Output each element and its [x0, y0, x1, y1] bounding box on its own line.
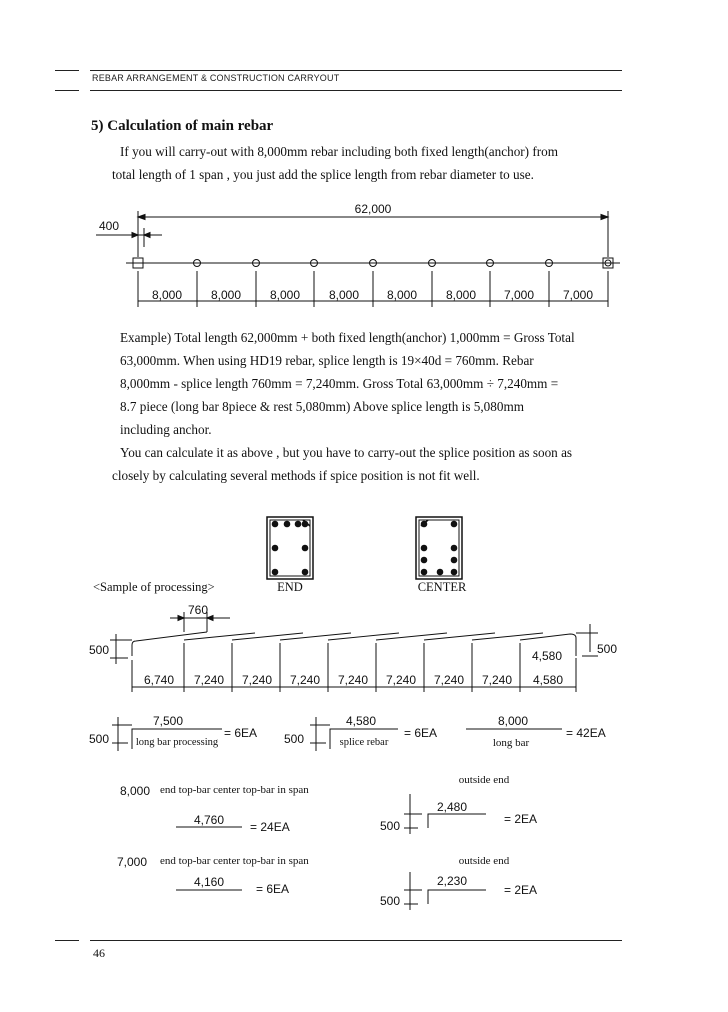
row3-right-height: 500 — [380, 894, 401, 908]
header-rule-left-bottom — [55, 90, 79, 91]
rebar-dot — [302, 569, 309, 576]
example-line-2: 63,000mm. When using HD19 rebar, splice length is 19×40d = 760mm. Rebar — [120, 353, 534, 368]
footer-rule — [90, 940, 622, 941]
row2-left-length: 4,760 — [193, 813, 225, 827]
processing-segment-label: 7,240 — [289, 673, 321, 687]
rebar-dot — [421, 545, 428, 552]
row3-left-caption: end top-bar center top-bar in span — [160, 855, 309, 867]
dim-upper-right: 4,580 — [531, 649, 563, 663]
rebar-dot — [284, 521, 291, 528]
rebar-dot — [421, 569, 428, 576]
rebar-dot — [421, 557, 428, 564]
pieces-row-2 — [0, 770, 728, 840]
rebar-dot — [302, 545, 309, 552]
piece-b-length: 4,580 — [345, 714, 377, 728]
pieces-row-3 — [0, 850, 728, 915]
piece-c-length: 8,000 — [497, 714, 529, 728]
rebar-dot — [272, 521, 279, 528]
example-line-3: 8,000mm - splice length 760mm = 7,240mm. Gross Total 63,000mm ÷ 7,240mm = — [120, 376, 559, 391]
dim-splice-760: 760 — [187, 603, 209, 617]
footer-rule-left — [55, 940, 79, 941]
piece-b-caption: splice rebar — [339, 737, 389, 748]
intro-paragraph — [112, 140, 622, 186]
row2-right-count: = 2EA — [504, 812, 538, 826]
span-segment-label: 8,000 — [386, 288, 418, 302]
piece-a-length: 7,500 — [152, 714, 184, 728]
header-rule-bottom — [90, 90, 622, 91]
row2-right-caption: outside end — [458, 774, 510, 786]
example-line-5: including anchor. — [120, 422, 212, 437]
dim-right-500: 500 — [597, 642, 618, 656]
rebar-dot — [451, 545, 458, 552]
processing-segment-label: 7,240 — [337, 673, 369, 687]
piece-a-count: = 6EA — [224, 726, 258, 740]
row3-left-length: 4,160 — [193, 875, 225, 889]
rebar-dot — [272, 545, 279, 552]
processing-segment-label: 7,240 — [193, 673, 225, 687]
row3-right-length: 2,230 — [436, 874, 468, 888]
processing-segment-label: 7,240 — [433, 673, 465, 687]
sample-processing-label: <Sample of processing> — [93, 580, 215, 594]
processing-diagram — [0, 598, 728, 693]
intro-line-2: total length of 1 span , you just add the splice length from rebar diameter to use. — [112, 167, 534, 182]
processing-segment-label: 6,740 — [143, 673, 175, 687]
rebar-dot — [451, 569, 458, 576]
running-header: REBAR ARRANGEMENT & CONSTRUCTION CARRYOUT — [92, 73, 340, 83]
span-segment-label: 8,000 — [210, 288, 242, 302]
rebar-dot — [295, 521, 302, 528]
span-segment-label: 8,000 — [445, 288, 477, 302]
rebar-dot — [451, 521, 458, 528]
piece-b-count: = 6EA — [404, 726, 438, 740]
rebar-dot — [421, 521, 428, 528]
row3-left-count: = 6EA — [256, 882, 290, 896]
processing-segment-label: 4,580 — [532, 673, 564, 687]
span-segment-label: 7,000 — [503, 288, 535, 302]
row2-left-count: = 24EA — [250, 820, 290, 834]
section-title: 5) Calculation of main rebar — [91, 118, 274, 134]
span-diagram — [0, 195, 728, 315]
processing-segment-label: 7,240 — [385, 673, 417, 687]
pieces-row-1 — [0, 705, 728, 760]
dim-anchor-400: 400 — [99, 219, 120, 233]
row2-right-length: 2,480 — [436, 800, 468, 814]
dim-total-62000: 62,000 — [354, 202, 392, 216]
example-line-1: Example) Total length 62,000mm + both fixed length(anchor) 1,000mm = Gross Total — [120, 330, 575, 345]
piece-b-height: 500 — [284, 732, 305, 746]
piece-a-height: 500 — [89, 732, 110, 746]
header-rule-top — [90, 70, 622, 71]
span-segment-label: 8,000 — [269, 288, 301, 302]
rebar-dot — [302, 521, 309, 528]
processing-segment-label: 7,240 — [481, 673, 513, 687]
span-segment-label: 8,000 — [151, 288, 183, 302]
piece-c-count: = 42EA — [566, 726, 606, 740]
header-rule-left-top — [55, 70, 79, 71]
example-line-6: You can calculate it as above , but you have to carry-out the splice position as soon as — [120, 445, 573, 460]
example-line-4: 8.7 piece (long bar 8piece & rest 5,080mm) Above splice length is 5,080mm — [120, 399, 524, 414]
dim-left-500: 500 — [89, 643, 110, 657]
row2-left-value: 8,000 — [120, 784, 151, 798]
span-segment-label: 7,000 — [562, 288, 594, 302]
row3-right-count: = 2EA — [504, 883, 538, 897]
rebar-dot — [437, 569, 444, 576]
intro-line-1: If you will carry-out with 8,000mm rebar including both fixed length(anchor) from — [120, 144, 559, 159]
piece-c-caption: long bar — [492, 737, 530, 749]
rebar-dot — [451, 557, 458, 564]
rebar-dot — [272, 569, 279, 576]
piece-a-caption: long bar processing — [135, 737, 219, 748]
row2-left-caption: end top-bar center top-bar in span — [160, 784, 309, 796]
example-paragraph — [112, 326, 622, 487]
row3-right-caption: outside end — [458, 855, 510, 867]
processing-segment-label: 7,240 — [241, 673, 273, 687]
row2-right-height: 500 — [380, 819, 401, 833]
example-line-7: closely by calculating several methods if spice position is not fit well. — [112, 468, 480, 483]
section-figures — [0, 510, 728, 600]
row3-left-value: 7,000 — [117, 855, 148, 869]
center-label: CENTER — [417, 580, 467, 594]
end-label: END — [277, 580, 303, 594]
page-number: 46 — [93, 946, 105, 960]
span-segment-label: 8,000 — [328, 288, 360, 302]
